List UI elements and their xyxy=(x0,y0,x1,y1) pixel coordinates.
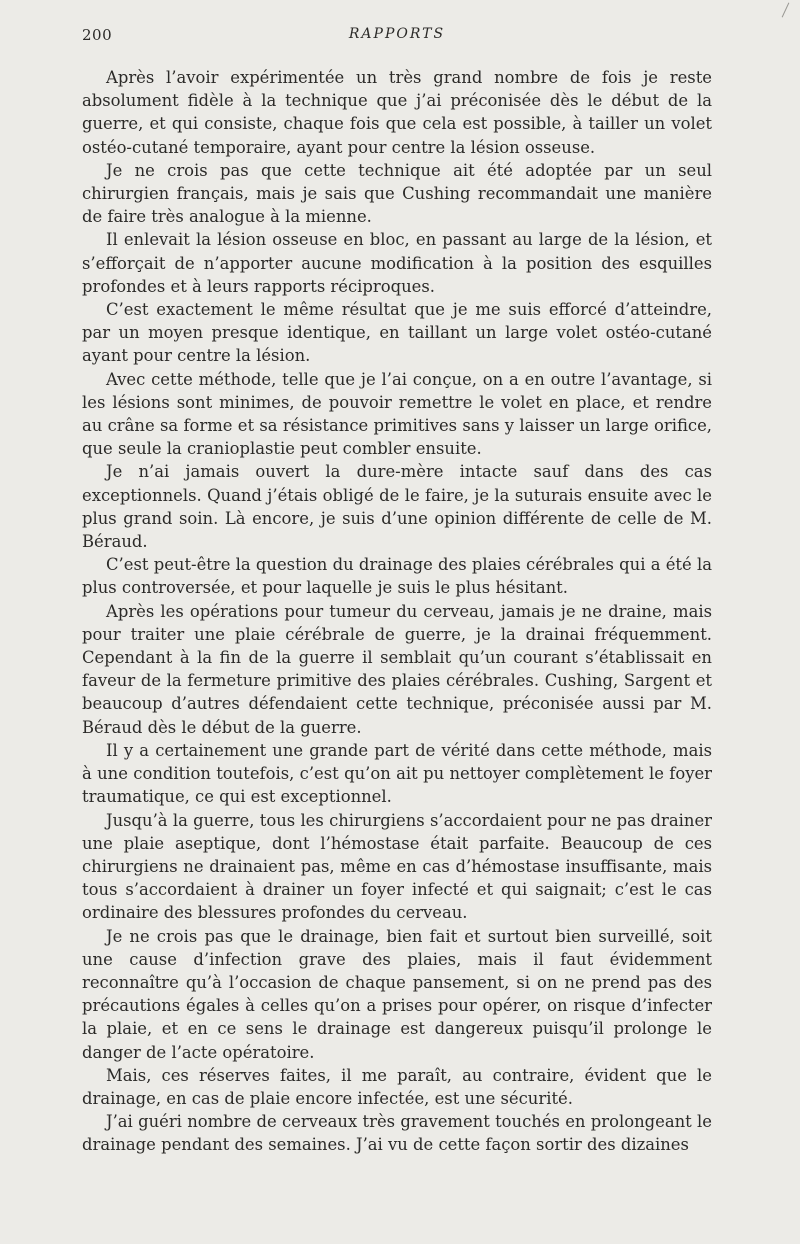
page-number: 200 xyxy=(82,26,113,44)
paragraph: Après l’avoir expérimentée un très grand nombre de fois je reste absolument fidèle à la technique que j’ai préconisée dès le début de la guerre, et qui consiste, chaque fois que cela est possible, à tailler un volet ostéo-cutané temporaire, ayant pour centre la lésion osseuse. xyxy=(82,68,712,157)
paragraph: Je ne crois pas que cette technique ait été adoptée par un seul chirurgien français, mais je sais que Cushing recommandait une manière de faire très analogue à la mienne. xyxy=(82,160,712,227)
paragraph: Je ne crois pas que le drainage, bien fait et surtout bien surveillé, soit une cause d’infection grave des plaies, mais il faut évidemment reconnaître qu’à l’occasion de chaque pansement, si on ne prend pas des précautions égales à celles qu’on a prises pour opérer, on risque d’infecter la plaie, et en ce sens le drainage est dangereux puisqu’il prolonge le danger de l’acte opératoire. xyxy=(82,926,712,1062)
paragraph: Il enlevait la lésion osseuse en bloc, en passant au large de la lésion, et s’efforçait de n’apporter aucune modification à la position des esquilles profondes et à leurs rapports réciproques. xyxy=(82,230,712,296)
paragraph: Jusqu’à la guerre, tous les chirurgiens s’accordaient pour ne pas drainer une plaie aseptique, dont l’hémostase était parfaite. Beaucoup de ces chirurgiens ne drainaient pas, même en cas d’hémostase insuffisante, mais tous s’accordaient à drainer un foyer infecté et qui saignait; c’est le cas ordinaire des blessures profondes du cerveau. xyxy=(82,810,712,923)
running-head: RAPPORTS xyxy=(348,26,446,42)
paragraph: C’est exactement le même résultat que je me suis efforcé d’atteindre, par un moyen presque identique, en taillant un large volet ostéo-cutané ayant pour centre la lésion. xyxy=(82,300,712,366)
page-header xyxy=(82,26,712,48)
paragraph: Je n’ai jamais ouvert la dure-mère intacte sauf dans des cas exceptionnels. Quand j’étais obligé de le faire, je la suturais ensuite avec le plus grand soin. Là encore, je suis d’une opinion différente de celle de M. Béraud. xyxy=(82,462,712,552)
paragraph: C’est peut-être la question du drainage des plaies cérébrales qui a été la plus controversée, et pour laquelle je suis le plus hésitant. xyxy=(82,555,712,598)
corner-mark xyxy=(782,3,790,18)
paragraph: Mais, ces réserves faites, il me paraît, au contraire, évident que le drainage, en cas de plaie encore infectée, est une sécurité. xyxy=(82,1065,712,1108)
paragraph: Il y a certainement une grande part de vérité dans cette méthode, mais à une condition toutefois, c’est qu’on ait pu nettoyer complètement le foyer traumatique, ce qui est exceptionnel. xyxy=(82,740,712,807)
paragraph: J’ai guéri nombre de cerveaux très gravement touchés en prolongeant le drainage pendant des semaines. J’ai vu de cette façon sortir des dizaines xyxy=(82,1112,712,1155)
body-text xyxy=(82,66,712,1157)
paragraph: Après les opérations pour tumeur du cerveau, jamais je ne draine, mais pour traiter une plaie cérébrale de guerre, je la drainai fréquemment. Cependant à la fin de la guerre il semblait qu’un courant s’établissait en faveur de la fermeture primitive des plaies cérébrales. Cushing, Sargent et beaucoup d’autres défendaient cette technique, préconisée aussi par M. Béraud dès le début de la guerre. xyxy=(82,601,712,737)
paragraph: Avec cette méthode, telle que je l’ai conçue, on a en outre l’avantage, si les lésions sont minimes, de pouvoir remettre le volet en place, et rendre au crâne sa forme et sa résistance primitives sans y laisser un large orifice, que seule la cranioplastie peut combler ensuite. xyxy=(82,369,712,459)
